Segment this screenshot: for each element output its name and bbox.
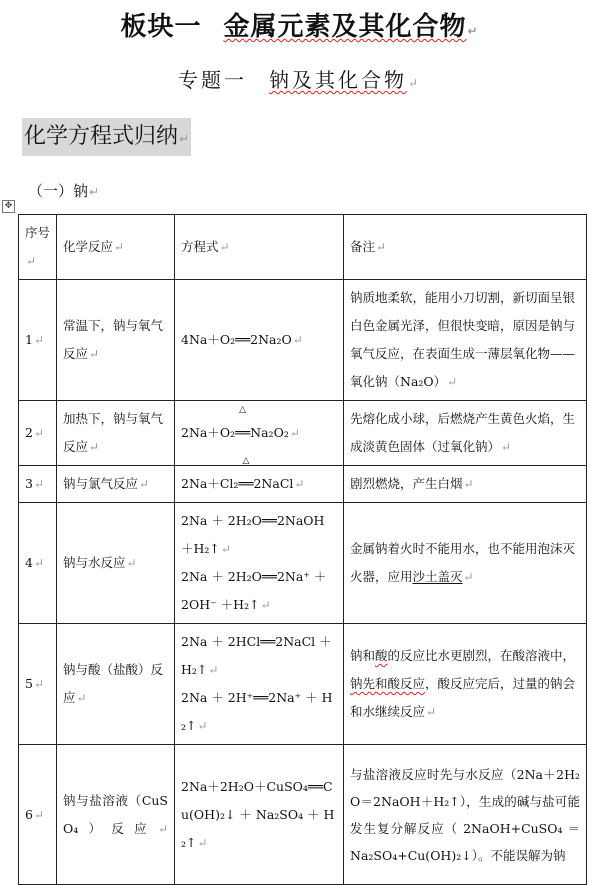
row-equation: 2Na ＋ 2HCl══2NaCl ＋ H₂↑↵ 2Na ＋ 2H⁺══2Na⁺ ＋ H₂↑↵ bbox=[175, 624, 344, 745]
row-no: 6↵ bbox=[19, 745, 57, 885]
title-part1: 板块一 bbox=[120, 12, 202, 42]
page-title bbox=[0, 6, 599, 43]
row-equation: 2Na＋2H₂O＋CuSO₄══Cu(OH)₂↓ ＋ Na₂SO₄ ＋ H₂↑↵ bbox=[175, 745, 344, 885]
row-no: 4↵ bbox=[19, 503, 57, 624]
table-row bbox=[19, 503, 587, 624]
row-equation: 2Na ＋ 2H₂O══2NaOH ＋H₂↑↵ 2Na ＋ 2H₂O══2Na⁺ ＋ 2OH⁻ ＋H₂↑↵ bbox=[175, 503, 344, 624]
row-reaction: 常温下，钠与氧气反应↵ bbox=[57, 280, 175, 401]
row-note: 钠质地柔软，能用小刀切割，新切面呈银白色金属光泽，但很快变暗，原因是钠与氧气反应，在表面生成一薄层氧化物——氧化钠（Na₂O）↵ bbox=[344, 280, 587, 401]
table-header-row bbox=[19, 215, 587, 280]
header-no: 序号↵ bbox=[19, 215, 57, 280]
row-reaction: 钠与水反应↵ bbox=[57, 503, 175, 624]
header-reaction: 化学反应↵ bbox=[57, 215, 175, 280]
row-no: 3↵ bbox=[19, 466, 57, 503]
row-note: 剧烈燃烧，产生白烟↵ bbox=[344, 466, 587, 503]
paragraph-mark-icon: ↵ bbox=[89, 185, 100, 199]
subtitle-part1: 专题一 bbox=[177, 68, 247, 92]
row-note: 钠和酸的反应比水更剧烈，在酸溶液中，钠先和酸反应，酸反应完后，过量的钠会和水继续反应↵ bbox=[344, 624, 587, 745]
paragraph-mark-icon: ↵ bbox=[179, 132, 190, 146]
heat-symbol: △ bbox=[239, 405, 247, 415]
row-no: 1↵ bbox=[19, 280, 57, 401]
row-no: 2↵ bbox=[19, 401, 57, 466]
row-equation: 2Na＋O₂══ △ Na₂O₂↵ bbox=[175, 401, 344, 466]
paragraph-mark-icon: ↵ bbox=[467, 24, 479, 38]
table-row bbox=[19, 466, 587, 503]
header-note: 备注↵ bbox=[344, 215, 587, 280]
move-handle-icon[interactable]: ✥ bbox=[2, 200, 15, 213]
header-equation: 方程式↵ bbox=[175, 215, 344, 280]
table-row bbox=[19, 624, 587, 745]
reaction-table bbox=[18, 214, 587, 885]
table-row bbox=[19, 280, 587, 401]
row-equation: 2Na＋Cl₂══ △ 2NaCl↵ bbox=[175, 466, 344, 503]
row-note: 金属钠着火时不能用水，也不能用泡沫灭火器，应用沙土盖灭↵ bbox=[344, 503, 587, 624]
page-subtitle bbox=[0, 64, 599, 93]
row-note: 先熔化成小球，后燃烧产生黄色火焰，生成淡黄色固体（过氧化钠）↵ bbox=[344, 401, 587, 466]
row-reaction: 加热下，钠与氧气反应↵ bbox=[57, 401, 175, 466]
row-reaction: 钠与盐溶液（CuSO₄）反应↵ bbox=[57, 745, 175, 885]
paragraph-mark-icon: ↵ bbox=[407, 76, 422, 90]
row-equation: 4Na＋O₂══2Na₂O↵ bbox=[175, 280, 344, 401]
title-part2: 金属元素及其化合物 bbox=[223, 12, 467, 42]
row-note: 与盐溶液反应时先与水反应（2Na＋2H₂O＝2NaOH＋H₂↑），生成的碱与盐可能发生复分解反应（ 2NaOH+CuSO₄ ＝ Na₂SO₄+Cu(OH)₂↓）。不能误解为钠 bbox=[344, 745, 587, 885]
subtitle-part2: 钠及其化合物 bbox=[268, 68, 407, 92]
row-reaction: 钠与酸（盐酸）反应↵ bbox=[57, 624, 175, 745]
row-reaction: 钠与氯气反应↵ bbox=[57, 466, 175, 503]
heat-symbol: △ bbox=[242, 456, 250, 466]
section-heading: （一）钠↵ bbox=[28, 182, 100, 200]
table-row bbox=[19, 401, 587, 466]
summary-heading: 化学方程式归纳↵ bbox=[22, 118, 191, 156]
table-row bbox=[19, 745, 587, 885]
row-no: 5↵ bbox=[19, 624, 57, 745]
